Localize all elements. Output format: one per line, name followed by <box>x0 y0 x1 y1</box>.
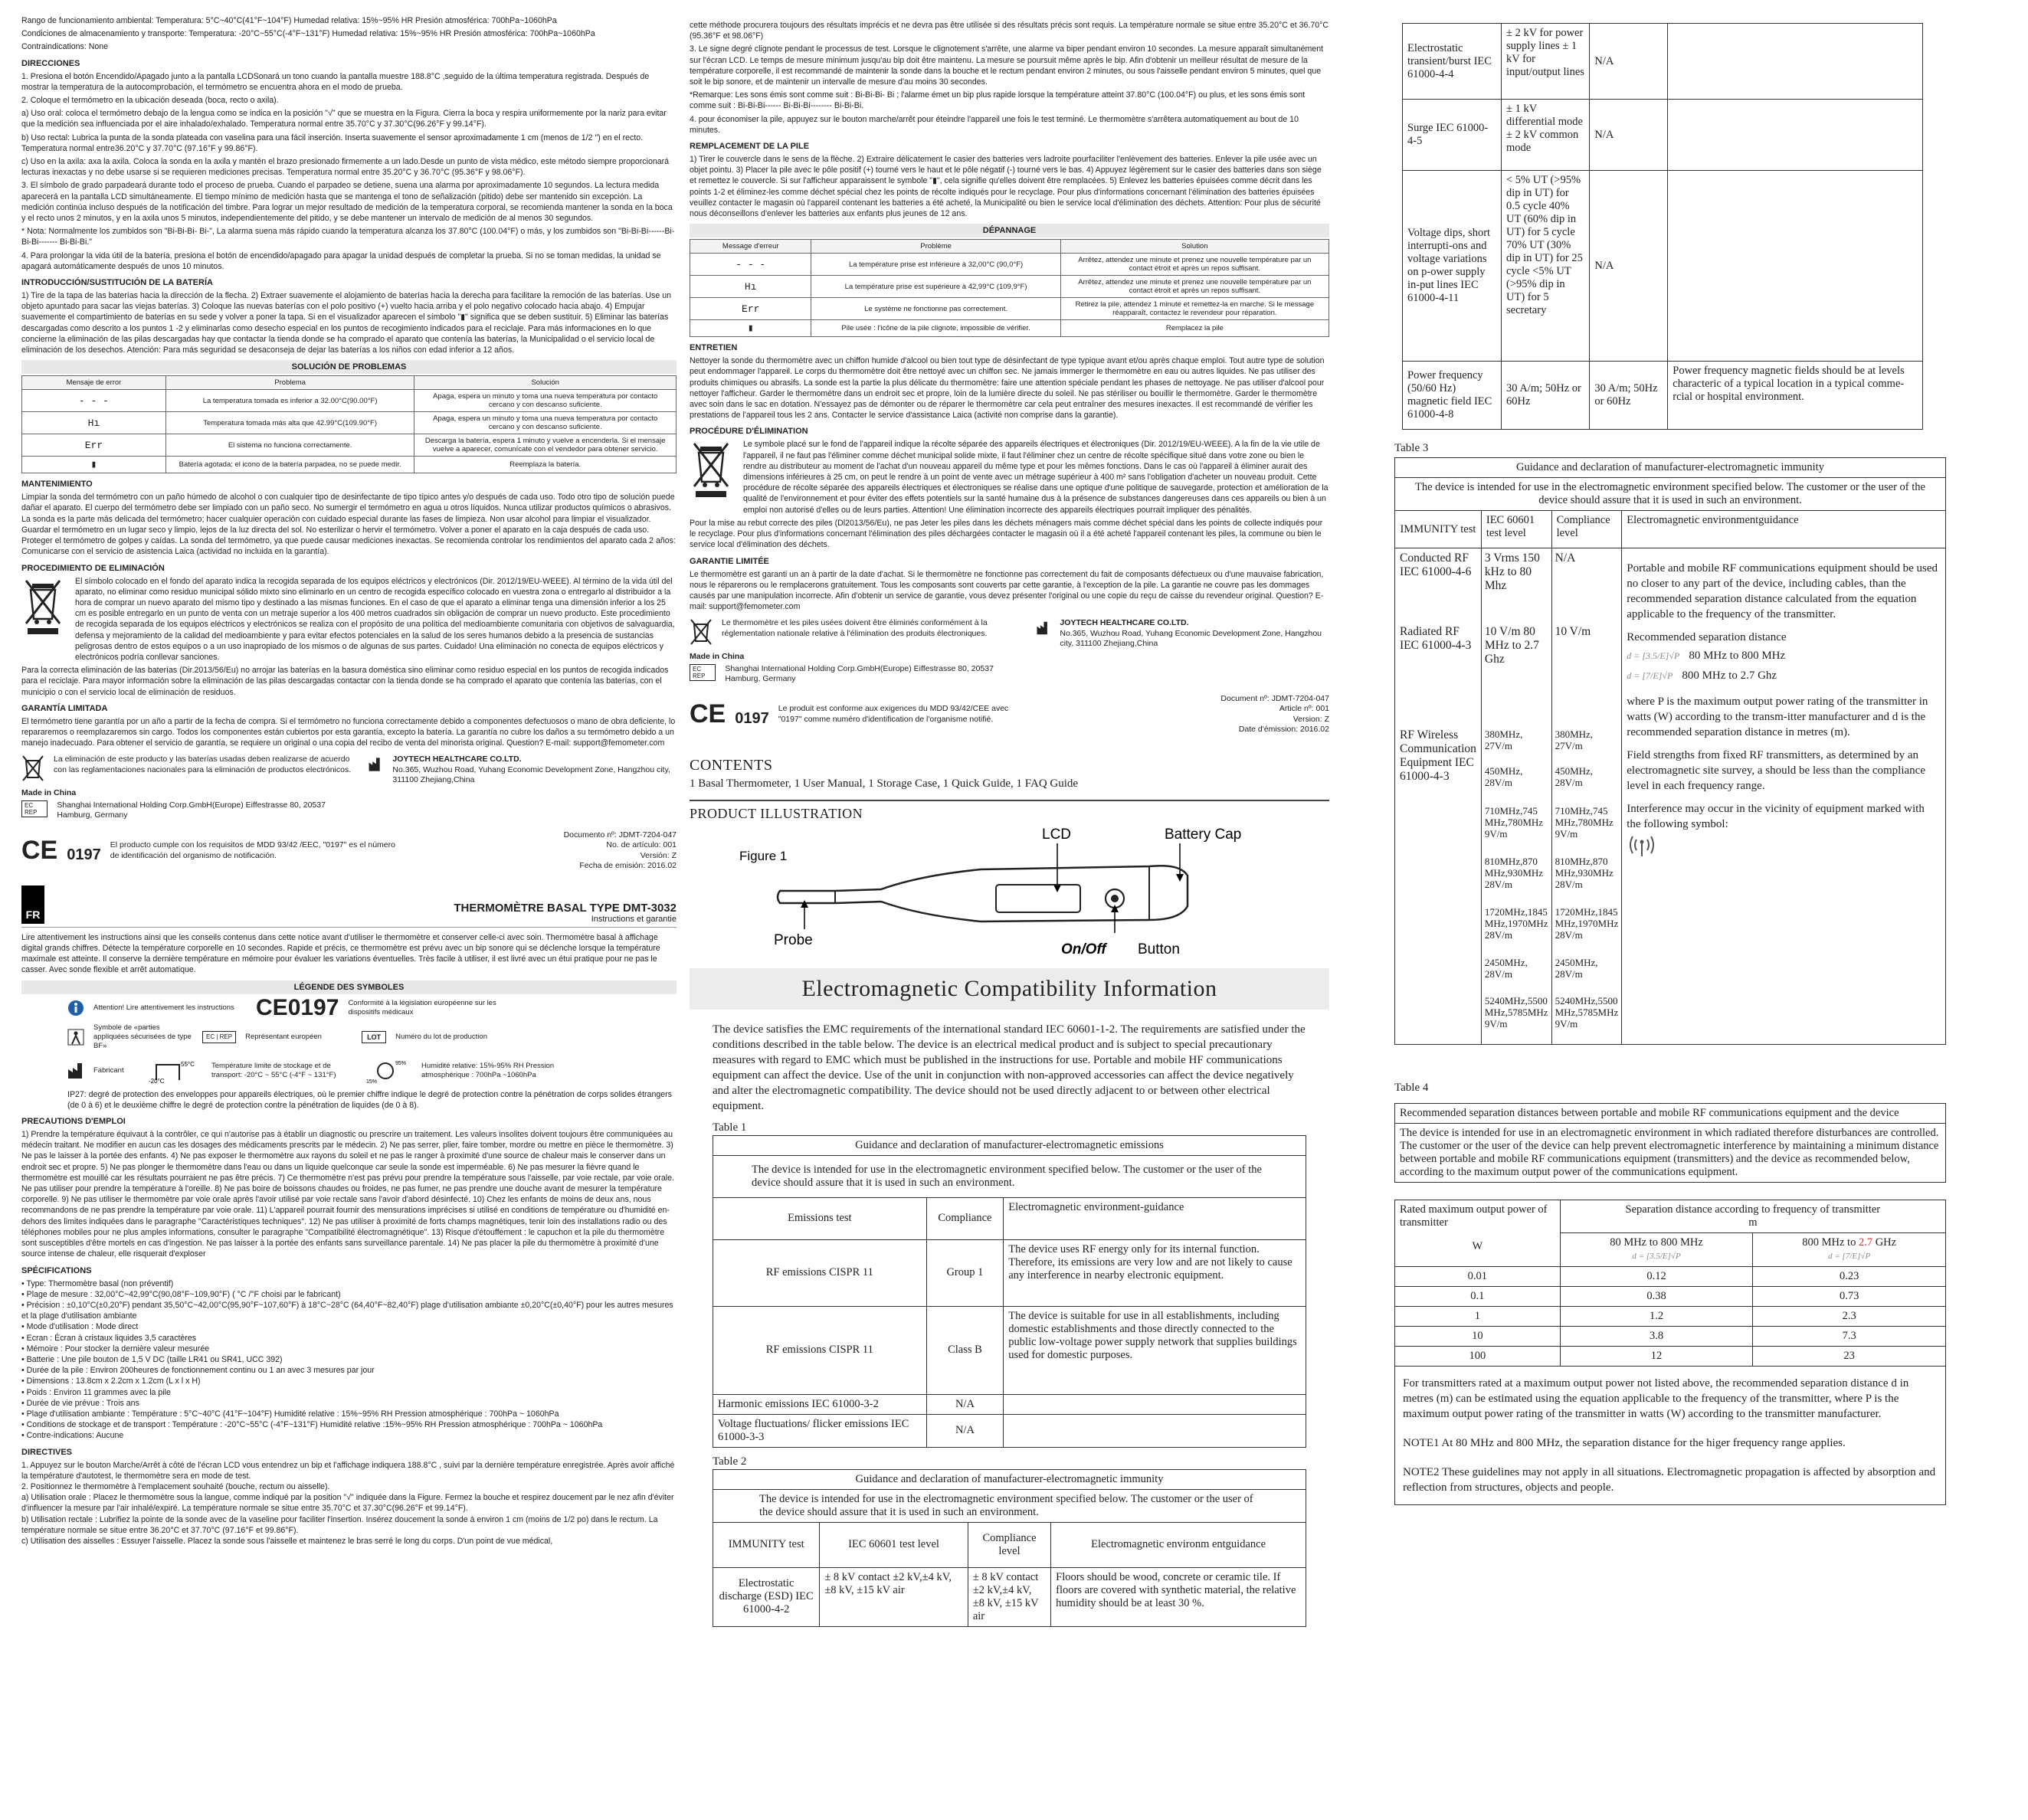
emc-title: Electromagnetic Compatibility Information <box>690 968 1329 1010</box>
table-header: Electromagnetic environment-guidance <box>1004 1197 1306 1239</box>
svg-text:LCD: LCD <box>1042 826 1072 843</box>
list-item: • Plage de mesure : 32,00°C~42,99°C(90,08°F~109,90°F) ( °C /°F choisi par le fabricant) <box>21 1289 341 1299</box>
list-item: • Précision : ±0,10°C(±0,20°F) pendant 35,50°C~42,00°C(95,90°F~107,60°F) à 18°C~28°C (64,40°F~82,40°F) plage d'utilisation ambiante ±0,20°C(±0,40°F) pour les autres mesures et la plage d'utilisation ambiante <box>21 1300 673 1321</box>
list-item: • Batterie : Une pile bouton de 1,5 V DC (taille LR41 ou SR41, UCC 392) <box>21 1354 283 1364</box>
svg-text:Figure 1: Figure 1 <box>739 848 788 863</box>
cell: La température prise est inférieure à 32,00°C (90,0°F) <box>811 254 1060 276</box>
manufacturer-icon <box>67 1062 84 1079</box>
svg-text:Battery Cap: Battery Cap <box>1165 826 1242 843</box>
error-code: Err <box>22 434 166 457</box>
table-intro: The device is intended for use in the electromagnetic environment specified below. The customer or the user of the device should assure that it is used in such an environment. <box>713 1155 1306 1197</box>
section-title: ENTRETIEN <box>690 343 738 353</box>
paragraph: b) Utilisation rectale : Lubrifiez la pointe de la sonde avec de la vaseline pour faciliter l'insertion. Insérez doucement la sonde à environ 1 cm (moins de 1/2 po) dans le rectum. La température normale se situe entre 36.20°C et 37.70°C (97.16°F et 99.86°F). <box>21 1514 658 1535</box>
cell: Temperatura tomada más alta que 42.99°C(109.90°F) <box>165 412 414 434</box>
cell: El sistema no funciona correctamente. <box>165 434 414 457</box>
ce-text: Le produit est conforme aux exigences du MDD 93/42/CEE avec "0197" comme numéro d'identification de l'organisme notifié. <box>778 704 1009 724</box>
bullet: Contraindications: None <box>21 42 109 52</box>
article-number: Article nº: 001 <box>1279 704 1329 714</box>
table-header-row: 80 MHz to 800 MHz d = [3.5/E]√P 800 MHz to 2.7 GHz d = [7/E]√P <box>1395 1233 1946 1267</box>
table-row <box>22 457 677 473</box>
cell: Arrêtez, attendez une minute et prenez une nouvelle température par un contact étroit et après un repos suffisant. <box>1060 254 1329 276</box>
table-row <box>690 320 1329 337</box>
table-row: Harmonic emissions IEC 61000-3-2 N/A <box>713 1394 1306 1414</box>
ec-rep-mark: EC REP <box>690 664 716 681</box>
eu-representative: Shanghai International Holding Corp.GmbH(Europe) Eiffestrasse 80, 20537 Hamburg, Germany <box>57 800 326 820</box>
table-header-row <box>713 1197 1306 1239</box>
temperature-limit-icon <box>149 1057 202 1085</box>
svg-text:95%: 95% <box>395 1060 407 1066</box>
table-header: Solución <box>414 376 677 390</box>
manufacturer-address: No.365, Wuzhou Road, Yuhang Economic Development Zone, Hangzhou city, 311100 Zhejiang,China <box>392 764 670 785</box>
battery-note: La eliminación de este producto y las baterías usadas deben realizarse de acuerdo con las reglamentaciones nacionales para la eliminación de productos electrónicos. <box>54 755 352 774</box>
table-header: Compliance <box>926 1197 1004 1239</box>
error-code: - - - <box>22 390 166 412</box>
table-label: Table 2 <box>713 1455 747 1468</box>
table-row: Power frequency (50/60 Hz) magnetic field IEC 61000-4-8 30 A/m; 50Hz or 60Hz 30 A/m; 50Hz or 60Hz Power frequency magnetic fields should be at levels characteric of a typical location in a typical comme-rcial or hospital environment. <box>1403 362 1923 430</box>
ce-mark: CE0197 <box>256 994 339 1020</box>
ce-mark: CE <box>21 836 58 866</box>
table-header: Solution <box>1060 240 1329 254</box>
svg-text:On/Off: On/Off <box>1061 941 1106 957</box>
error-code: Hı <box>22 412 166 434</box>
table-header-row: IMMUNITY test IEC 60601 test level Compliance level Electromagnetic environmentguidance <box>1395 511 1946 548</box>
non-ionizing-radiation-icon <box>1627 832 1657 858</box>
table-row: RF emissions CISPR 11 Group 1 The device uses RF energy only for its internal function. Therefore, its emissions are very low and are not likely to cause any interference in nearby electronic equipment. <box>713 1239 1306 1306</box>
table-intro: The device is intended for use in an electromagnetic environment in which radiated therefore disturbances are controlled. The customer or the user of the device can help prevent electromagnetic interference by maintaining a minimum distance between portable and mobile RF communications equipment (transmitters) and the device as recommended below, according to the maximum output power of the communications equipment. <box>1395 1124 1946 1183</box>
cell: Apaga, espera un minuto y toma una nueva temperatura por contacto cercano y con descanso suficiente. <box>414 412 677 434</box>
list-item: • Contre-indications: Aucune <box>21 1431 124 1441</box>
cell: Apaga, espera un minuto y toma una nueva temperatura por contacto cercano y con descanso suficiente. <box>414 390 677 412</box>
cell: La temperatura tomada es inferior a 32.00°C(90.00°F) <box>165 390 414 412</box>
paragraph: * Nota: Normalmente los zumbidos son "Bi-Bi-Bi- Bi-", La alarma suena más rápido cuando la temperatura alcanza los 37.80°C (100.04°F) o más, y los zumbidos son "Bi-Bi-Bi------Bi-Bi-Bi------- Bi-Bi-Bi." <box>21 227 675 247</box>
document-number: Documento nº: JDMT-7204-047 <box>563 830 677 840</box>
article-number: No. de artículo: 001 <box>606 840 677 850</box>
bullet: Rango de funcionamiento ambiental: Temperatura: 5°C~40°C(41°F~104°F) Humedad relativa: 15%~95% HR Presión atmosférica: 700hPa~1060hPa <box>21 16 557 25</box>
section-title: DIRECCIONES <box>21 58 80 68</box>
notified-body-number: 0197 <box>67 846 101 864</box>
table-row: 1 1.2 2.3 <box>1395 1307 1946 1327</box>
table-header-row <box>690 240 1329 254</box>
list-item: • Mode d'utilisation : Mode direct <box>21 1322 139 1332</box>
paragraph: b) Uso rectal: Lubrica la punta de la sonda plateada con vaselina para una fácil inserción. Inserta suavemente el sensor aproximadamente 1 cm (menos de 1/2 ") en el recto. Temperatura normal entre36.20°C y 37.70°C (97.16°F y 99.86°F). <box>21 133 644 153</box>
paragraph: 2. Coloque el termómetro en la ubicación deseada (boca, recto o axila). <box>21 96 279 106</box>
separation-notes: For transmitters rated at a maximum output power not listed above, the recommended separation distance d in metres (m) can be estimated using the equation applicable to the frequency of the transmitter, where P is the maximum output power rating of the transmitter in watts (W) according to the transmitter manufacturer. NOTE1 At 80 MHz and 800 MHz, the separation distance for the higer frequency range applies. NOTE2 These guidelines may not apply in all situations. Electromagnetic propagation is affected by absorption and reflection from structures, objects and people. <box>1394 1367 1946 1505</box>
paragraph: 1) Prendre la température équivaut à la contrôler, ce qui n'autorise pas à établir un diagnostic ou prescrire un traitement. Les valeurs insolites doivent toujours être communiquées au médecin traitant. Ne modifier en aucun cas les dosages des médicaments prescrits par le médecin. 2) Ne pas serrer, plier, faire tomber, mordre ou mettre en pièce le thermomètre. 3) Ne pas le laisser à la portée des enfants. 4) Ne pas exposer le thermomètre aux rayons du soleil et ne pas le ranger à proximité d'une source de chaleur mais le conserver dans un endroit sec et propre. 5) Ne pas plonger le thermomètre dans l'eau ou dans un liquide quelconque car seule la sonde est imperméable. 6) Ne pas mesurer la fièvre quand le thermomètre est mouillé car les résultats pourraient ne pas être précis. 7) Ce thermomètre n'est pas prévu pour prendre la température sous l'aisselle, par voie rectale, par voie orale. Ne pas utiliser pour prendre la température à l'oreille. 8) Ne pas boire de boissons chaudes ou froides, ne pas fumer, ne pas prendre une douche avant de mesurer la température corporelle. 9) Ne pas utiliser le thermomètre par voie orale après l'avoir utilisé par voie rectale sans l'avoir d'abord désinfecté. 10) Chez les enfants de moins de deux ans, nous recommandons de ne pas prendre la température par voie orale. 11) L'appareil pourrait fournir des mensurations imprécises si utilisé en conditions de température ou d'humidité en-dehors des limites indiquées dans le paragraphe "Caractéristiques techniques". 12) Ne pas utiliser à proximité de forts champs magnétiques, tenir loin des installations radio ou des téléphones mobiles pour ne plus amples informations, consulter le paragraphe "Compatibilité électromagnétique". 13) Risque d'étouffement : le capuchon et la pile du thermomètre sont susceptibles d'être mortels en cas d'ingestion. Ne pas laisser à la portée des enfants sans surveillance parentale. 14) Ne pas placer la pile du thermomètre à proximité d'une source intense de chaleur, elle risquerait d'exploser <box>21 1130 674 1259</box>
table-intro: The device is intended for use in the electromagnetic environment specified below. The customer or the user of the device should assure that it is used in such an environment. <box>1395 478 1946 511</box>
section-title: PRECAUTIONS D'EMPLOI <box>21 1117 126 1127</box>
weee-bin-icon <box>21 755 44 782</box>
paragraph: cette méthode procurera toujours des résultats imprécis et ne devra pas être utilisée si des résultats précis sont requis. La température normale se situe entre 35.20°C et 36.70°C (95.36°F et 98.06°F) <box>690 21 1329 41</box>
column-spanish <box>21 0 677 1820</box>
paragraph: Lire attentivement les instructions ainsi que les conseils contenus dans cette notice avant d'utiliser le thermomètre et conserver celle-ci avec soin. Thermomètre basal à affichage digital grands chiffres. Détecte la température corporelle en 10 secondes. Rapide et précis, ce thermomètre est prévu avec un bip sonore qui se déclenche lorsque la température maximale est atteinte. Il conserve la dernière température en mémoire pour évaluer les variations éventuelles. Très facile à utiliser, il est livré avec un étui pratique pour ne pas le casser. Avec sonde flexible et arrêt automatique. <box>21 932 660 975</box>
ce-mark: CE <box>690 699 726 729</box>
list-item: • Conditions de stockage et de transport : Température : -20°C~55°C (-4°F~131°F) Humidité relative :15%~95% RH Pression atmosphérique : 700hPa ~ 1060hPa <box>21 1420 603 1430</box>
error-code: Err <box>690 298 811 320</box>
table-title: Guidance and declaration of manufacturer-electromagnetic immunity <box>1395 458 1946 478</box>
section-title: LÉGENDE DES SYMBOLES <box>21 980 677 994</box>
table-row: RF emissions CISPR 11 Class B The device is suitable for use in all establishments, including domestic establishments and those directly connected to the public low-voltage power supply network that supplies buildings used for domestic purposes. <box>713 1306 1306 1394</box>
svg-text:-20°C: -20°C <box>149 1077 165 1085</box>
table-row <box>690 276 1329 298</box>
emc-intro: The device satisfies the EMC requirements of the international standard IEC 60601-1-2. The requirements are satisfied under the conditions described in the table below. The device is an electrical medical product and is subject to special precautionary measures with regard to EMC which must be published in the instructions for use. Portable and mobile HF communications equipment can affect the device. Use of the unit in conjunction with non-approved accessories can affect the device negatively and alter the electromagnetic compatibility. The device should not be used directly adjacent to or between other electrical equipment. <box>713 1023 1306 1112</box>
humidity-limit-icon <box>366 1057 412 1085</box>
paragraph: c) Uso en la axila: axa la axila. Coloca la sonda en la axila y mantén el brazo presionado firmemente a un lado.Desde un punto de vista médico, este método siempre proporcionará lecturas inexactas y no debe usarse si se requieren mediciones precisas. Temperatura normal entre 35.20°C y 36.70°C (95.36°F y 98.06°F). <box>21 157 670 178</box>
ce-text: El producto cumple con los requisitos de MDD 93/42 /EEC, "0197" es el número de identificación del organismo de notificación. <box>110 840 395 860</box>
column-emc-tables <box>1394 0 1946 1820</box>
column-french-and-emc <box>690 0 1329 1820</box>
ec-rep-mark: EC REP <box>21 800 48 817</box>
svg-text:55°C: 55°C <box>181 1060 195 1068</box>
cell: Descarga la batería, espera 1 minuto y vuelve a encenderla. Si el mensaje vuelve a aparecer, comunícate con el vendedor para obtener servicio. <box>414 434 677 457</box>
section-title: INTRODUCCIÓN/SUSTITUCIÓN DE LA BATERÍA <box>21 278 213 288</box>
section-title: SPÉCIFICATIONS <box>21 1265 92 1275</box>
list-item: • Durée de vie prévue : Trois ans <box>21 1398 139 1408</box>
thermometer-illustration <box>690 822 1329 960</box>
formula-80-800: d = [3.5/E]√P 80 MHz to 800 MHz <box>1627 650 1786 662</box>
svg-text:Probe: Probe <box>774 931 813 948</box>
table-row <box>22 412 677 434</box>
paragraph: El termómetro tiene garantía por un año a partir de la fecha de compra. Si el termómetro no funciona correctamente debido a componentes defectuosos o mano de obra deficiente, lo repararemos o reemplazaremos sin cargo. Todos los componentes están cubiertos por esta garantía, excepto la batería. La garantía no cubre los daños a su termómetro debido a un manejo inadecuado. Para obtener el servicio de garantía, se requiere un original o una copia del recibo de venta del minorista original. Question? E-mail: support@femometer.com <box>21 716 676 748</box>
table-row: 10 3.8 7.3 <box>1395 1327 1946 1347</box>
section-title: REMPLACEMENT DE LA PILE <box>690 142 810 152</box>
paragraph: Pour la mise au rebut correcte des piles (Dl2013/56/Eu), ne pas Jeter les piles dans les déchets ménagers mais comme déchet spécial dans les points de collecte indiqués pour le recyclage. Pour plus d'informations concernant l'élimination des piles déchargées contacter le magasin où il a été acheté l'appareil contenant les piles, la commune ou bien le service local d'élimination des déchets. <box>690 518 1323 550</box>
paragraph: 1. Appuyez sur le bouton Marche/Arrêt à côté de l'écran LCD vous entendrez un bip et l'affichage indiquera 188.8°C , suivi par la dernière température enregistrée. Après avoir affiché la température d'autotest, le thermomètre sera en mode de test. <box>21 1460 675 1481</box>
paragraph: c) Utilisation des aisselles : Essuyer l'aisselle. Placez la sonde sous l'aisselle et maintenez le bras serré le long du corps. D'un point de vue médical, <box>21 1536 553 1546</box>
battery-icon: ▮ <box>22 457 166 473</box>
table-caption: SOLUCIÓN DE PROBLEMAS <box>21 360 677 374</box>
cell: Batería agotada: el icono de la batería parpadea, no se puede medir. <box>165 457 414 473</box>
table-header: Problema <box>165 376 414 390</box>
paragraph: 4. Para prolongar la vida útil de la batería, presiona el botón de encendido/apagado para apagar la unidad después de completar la prueba. Si no se toman medidas, la unidad se apagará automáticamente después de unos 10 minutos. <box>21 250 661 271</box>
issue-date: Fecha de emisión: 2016.02 <box>579 861 677 871</box>
paragraph: 1. Presiona el botón Encendido/Apagado junto a la pantalla LCDSonará un tono cuando la pantalla muestre 188.8°C ,seguido de la última temperatura registrada. Después de mostrar la temperatura de la autocomprobación, el termómetro se encuentra ahora en el modo de prueba. <box>21 71 650 92</box>
section-title: GARANTÍA LIMITADA <box>21 703 108 713</box>
table-row: Voltage dips, short interrupti-ons and voltage variations on p-ower supply in-put lines IEC 61000-4-11 < 5% UT (>95% dip in UT) for 0.5 cycle 40% UT (60% dip in UT) for 5 cycle 70% UT (30% dip in UT) for 25 cycle <5% UT (>95% dip in UT) for 5 secretary N/A <box>1403 171 1923 362</box>
document-number: Document nº: JDMT-7204-047 <box>1220 693 1329 703</box>
section-title: MANTENIMIENTO <box>21 480 93 489</box>
paragraph: Para la correcta eliminación de las baterías (Dir.2013/56/Eu) no arrojar las baterías en la basura doméstica sino eliminar como residuo especial en los puntos de recogida indicados para el reciclaje. Para mayor información sobre la eliminación de las pilas descargadas contactar con la tienda donde se ha comprado el aparato que contenía las baterías, con el municipio o con el servicio local de eliminación de residuos. <box>21 666 669 697</box>
formula-800-2700: d = [7/E]√P <box>1828 1252 1871 1261</box>
paragraph: a) Uso oral: coloca el termómetro debajo de la lengua como se indica en la posición "√" que se muestra en la Figura. Cierra la boca y respira uniformemente por la nariz para evitar que la medición sea influenciada por el aire inhalado/exhalado. Temperatura normal entre 35.70°C y 37.30°C(96.26°F y 99.14°F). <box>21 109 667 129</box>
paragraph: 3. Le signe degré clignote pendant le processus de test. Lorsque le clignotement s'arrête, une alarme va biper pendant environ 10 secondes. La mesure apparaît simultanément sur l'écran LCD. Le temps de mesure minimum jusqu'au bip doit être maintenu. La mesure se poursuit même après le bip. Afin d'obtenir un meilleur résultat de mesure de la température corporelle, il est recommandé de maintenir la sonde dans la bouche et le rectum pendant environ 2 minutes, ou sous l'aisselle pendant environ 5 minutes, quel que soit le bip sonore, et de maintenir un intervalle de mesure d'au moins 30 secondes. <box>690 44 1324 87</box>
notified-body-number: 0197 <box>735 710 769 728</box>
table-row: 0.01 0.12 0.23 <box>1395 1267 1946 1287</box>
table-row: Voltage fluctuations/ flicker emissions IEC 61000-3-3 N/A <box>713 1414 1306 1447</box>
separation-distance-table: Rated maximum output power of transmitter W Separation distance according to frequency of transmitter m 80 MHz to 800 MHz d = [3.5/E]√P 800 MHz to 2.7 GHz d = [7/E]√P 0.01 0.12 0.23 0.1 0.38 0.73 1 1.2 2.3 10 3.8 7.3 100 12 23 <box>1394 1200 1946 1367</box>
eu-representative: Shanghai International Holding Corp.GmbH(Europe) Eiffestrasse 80, 20537 Hamburg, Germany <box>725 663 994 684</box>
symbols-legend: Attention! Lire attentivement les instructions CE0197 Conformité à la législation européenne sur les dispositifs médicaux Symbole de «parties appliquées sécurisées de type BF» EC | REP Représentant européen LOT Numéro du lot de production Fabricant 55°C -20°C Température limite de stockage et de transport: -20°C ~ 55°C (-4°F ~ 131°F) 95% 15% Humidité relative: 15%-95% RH Pression atmosphérique : 700hPa ~1060hPa <box>21 994 677 1089</box>
table-row: Electrostatic discharge (ESD) IEC 61000-4-2 ± 8 kV contact ±2 kV,±4 kV, ±8 kV, ±15 kV air ± 8 kV contact ±2 kV,±4 kV, ±8 kV, ±15 kV air Floors should be wood, concrete or ceramic tile. If floors are covered with synthetic material, the relative humidity should be at least 30 %. <box>713 1567 1306 1626</box>
list-item: • Durée de la pile : Environ 200heures de fonctionnement continu ou 1 an avec 3 mesures par jour <box>21 1366 375 1376</box>
made-in: Made in China <box>690 652 745 662</box>
immunity-table-esd <box>713 1469 1306 1627</box>
manufacturer-icon <box>368 755 383 774</box>
list-item: • Mémoire : Pour stocker la dernière valeur mesurée <box>21 1344 210 1354</box>
paragraph: *Remarque: Les sons émis sont comme suit : Bi-Bi-Bi- Bi ; l'alarme émet un bip plus rapide lorsque la température atteint 37.80°C (100.04°F) ou plus, et les sons émis sont comme suit : Bi-Bi-Bi------ Bi-Bi-Bi-------- Bi-Bi-Bi. <box>690 90 1306 111</box>
list-item: • Ecran : Écran à cristaux liquides 3,5 caractères <box>21 1333 197 1343</box>
table-header-row: IMMUNITY test IEC 60601 test level Compliance level Electromagnetic environm entguidance <box>713 1522 1306 1567</box>
cell: Remplacez la pile <box>1060 320 1329 337</box>
section-title: PROCEDIMIENTO DE ELIMINACIÓN <box>21 563 165 573</box>
immunity-table-rf <box>1394 457 1946 1045</box>
bullet: Condiciones de almacenamiento y transporte: Temperatura: -20°C~55°C(-4°F~131°F) Humedad relativa: 15%~95% HR Presión atmosférica: 700hPa~1060hPa <box>21 29 595 39</box>
table-title: Guidance and declaration of manufacturer-electromagnetic emissions <box>713 1135 1306 1155</box>
separation-intro-table <box>1394 1103 1946 1183</box>
list-item: • Dimensions : 13.8cm x 2.2cm x 1.2cm (L x l x H) <box>21 1376 201 1386</box>
manufacturer-icon <box>1036 618 1050 638</box>
table-header-row <box>22 376 677 390</box>
table-label: Table 1 <box>713 1121 747 1134</box>
section-title: GARANTIE LIMITÉE <box>690 556 769 566</box>
type-bf-icon <box>67 1029 84 1046</box>
paragraph: 4. pour économiser la pile, appuyez sur le bouton marche/arrêt pour éteindre l'appareil une fois le test terminé. Le thermomètre s'arrêtera automatiquement au bout de 10 minutes. <box>690 114 1299 135</box>
table-header: Problème <box>811 240 1060 254</box>
table-title: Guidance and declaration of manufacturer-electromagnetic immunity <box>713 1469 1306 1489</box>
paragraph: a) Utilisation orale : Placez le thermomètre sous la langue, comme indiqué par la position "√" indiquée dans la Figure. Fermez la bouche et respirez doucement par le nez afin d'éviter d'influencer la mesure par l'air inhalé/expiré. La température normale se situe entre 35.70°C et 37.30°C(96.26°F et 99.14°F). <box>21 1493 674 1514</box>
battery-note: Le thermomètre et les piles usées doivent être éliminés conformément à la réglementation nationale relative à l'élimination des produits électroniques. <box>722 618 988 638</box>
cell: Retirez la pile, attendez 1 minute et remettez-la en marche. Si le message réapparaît, contactez le revendeur pour réparation. <box>1060 298 1329 320</box>
table-row: Conducted RF IEC 61000-4-6 Radiated RF IEC 61000-4-3 RF Wireless Communication Equipment IEC 61000-4-3 3 Vrms 150 kHz to 80 Mhz 10 V/m 80 MHz to 2.7 Ghz 380MHz, 27V/m 450MHz, 28V/m 710MHz,745 MHz,780MHz 9V/m 810MHz,870 MHz,930MHz 28V/m 1720MHz,1845 MHz,1970MHz 28V/m 2450MHz, 28V/m 5240MHz,5500 MHz,5785MHz 9V/m N/A 10 V/m 380MHz, 27V/m 450MHz, 28V/m 710MHz,745 MHz,780MHz 9V/m 810MHz,870 MHz,930MHz 28V/m 1720MHz,1845 MHz,1970MHz 28V/m 2450MHz, 28V/m 5240MHz,5500 MHz,5785MHz 9V/m Portable and mobile RF communications equipment should be used no closer to any part of the device, including cables, than the recommended separation distance calculated from the equation applicable to the frequency of the transmitter. Recommended separation distance d = [3.5/E]√P 80 MHz to 800 MHz d = [7/E]√P 800 MHz to 2.7 Ghz where P is the maximum output power rating of the transmitter in watts (W) according to the transm-itter manufacturer and d is the recommended separation distance in metres (m). Field strengths from fixed RF transmitters, as determined by an electromagnetic site survey, a should be less than the compliance level in each frequency range. Interference may occur in the vicinity of equipment marked with the following symbol: <box>1395 548 1946 1045</box>
formula-800-2700: d = [7/E]√P 800 MHz to 2.7 Ghz <box>1627 669 1777 682</box>
list-item: • Poids : Environ 11 grammes avec la pile <box>21 1387 171 1397</box>
table-header: Message d'erreur <box>690 240 811 254</box>
document-title: THERMOMÈTRE BASAL TYPE DMT-3032 <box>454 901 677 915</box>
contents-title: CONTENTS <box>690 756 773 774</box>
illustration-title: PRODUCT ILLUSTRATION <box>690 800 1329 822</box>
table-row <box>690 254 1329 276</box>
battery-icon: ▮ <box>690 320 811 337</box>
table-row <box>22 434 677 457</box>
weee-bin-icon <box>690 618 713 646</box>
issue-date: Date d'émission: 2016.02 <box>1238 725 1329 735</box>
manufacturer-address: No.365, Wuzhou Road, Yuhang Economic Development Zone, Hangzhou city, 311100 Zhejiang,China <box>1060 628 1322 649</box>
paragraph: Le thermomètre est garanti un an à partir de la date d'achat. Si le thermomètre ne fonctionne pas correctement du fait de composants défectueux ou d'une mauvaise fabrication, nous le réparerons ou le remplacerons gratuitement. Tous les composants sont couverts par cette garantie, à l'exception de la pile. La garantie ne couvre pas les dommages causés par une manipulation incorrecte. Afin d'obtenir un service de garantie, vous devez présenter l'original ou une copie du reçu de caisse du revendeur original. Question? E-mail: support@femometer.com <box>690 569 1324 612</box>
weee-bin-icon <box>21 576 66 641</box>
table-row: Electrostatic transient/burst IEC 61000-4-4 ± 2 kV for power supply lines ± 1 kV for input/output lines N/A <box>1403 24 1923 100</box>
cell: Pile usée : l'icône de la pile clignote, impossible de vérifier. <box>811 320 1060 337</box>
cell: La température prise est supérieure à 42,99°C (109,9°F) <box>811 276 1060 298</box>
error-code: - - - <box>690 254 811 276</box>
manufacturer-name: JOYTECH HEALTHCARE CO.LTD. <box>392 755 522 764</box>
immunity-table-continued <box>1402 23 1923 430</box>
document-subtitle: Instructions et garantie <box>591 914 677 924</box>
list-item: • Type: Thermomètre basal (non préventif) <box>21 1278 174 1288</box>
table-header: Mensaje de error <box>22 376 166 390</box>
table-row: 100 12 23 <box>1395 1347 1946 1367</box>
ec-rep-mark: EC | REP <box>202 1031 236 1043</box>
table-row <box>690 298 1329 320</box>
troubleshooting-table <box>690 239 1329 337</box>
table-row: Surge IEC 61000-4-5 ± 1 kV differential mode ± 2 kV common mode N/A <box>1403 100 1923 171</box>
lot-mark: LOT <box>362 1031 386 1043</box>
troubleshooting-table <box>21 375 677 473</box>
table-intro: The device is intended for use in the electromagnetic environment specified below. The customer or the user of the device should assure that it is used in such an environment. <box>713 1489 1306 1522</box>
language-tag: FR <box>21 885 44 924</box>
emissions-table <box>713 1135 1306 1448</box>
paragraph: Limpiar la sonda del termómetro con un paño húmedo de alcohol o con cualquier tipo de desinfectante de tipo típico antes y/o después de cada uso. Todo otro tipo de solución puede dañar el aparato. El cuerpo del termómetro debe ser limpiado con un paño seco. No sumergir el termómetro en agua u otros líquidos. Nunca utilizar productos químicos o abrasivos. La sonda es la parte más delicada del termómetro; hacer cualquier operación con cuidado especial durante las fases de limpieza. Non usar alcohol para limpiar el visualizador. Guardar el termómetro en un lugar seco y limpio, lejos de la luz directa del sol. No esterilizar o hervir el termómetro. Volver a poner el aparato en la caja después de cada uso. Proteger el termómetro de golpes y caídas. La sonda del termómetro, ya que puede causar mediciones inexactas. Se recomienda controlar los rendimientos del aparato cada 2 años: Comunicarse con el servicio de asistencia Laica (actividad no incluida en la garantía). <box>21 493 676 557</box>
table-title: Recommended separation distances between portable and mobile RF communications equipment and the device <box>1395 1104 1946 1124</box>
svg-text:15%: 15% <box>366 1079 378 1085</box>
paragraph: 1) Tire de la tapa de las baterías hacia la dirección de la flecha. 2) Extraer suavemente el alojamiento de baterías hacia la derecha para facilitare la remoción de las baterías. Use un objeto apuntado para sacar las viejas baterías. 3) Coloque las nuevas baterías con el polo positivo (+) vuelto hacia arriba y el polo negativo colocado hacia abajo. 4) Empujar suavemente el compartimiento de baterías en su sede y volver a poner la tapa. Si en el visualizador aparecen el símbolo "▮" significa que se deben sustituir. 5) Eliminar las baterías descargadas como descrito a los puntos 1 -2 y eliminarlas como desecho especial en los puntos de recogimiento indicados para el reciclaje. Para más informaciones en lo que concierne la eliminación de las pilas descargadas hay que contactar la tienda donde se ha comprado el aparato que contenía las baterías, la Municipalidad o el servicio local de eliminación de los desechos. Atención: Para más seguridad se desaconseja de dejar las baterías a los niños con edad inferior a 12 años. <box>21 291 671 355</box>
paragraph: 3. El símbolo de grado parpadeará durante todo el proceso de prueba. Cuando el parpadeo se detiene, suena una alarma por aproximadamente 10 segundos. La lectura medida aparecerá en la pantalla LCD simultáneamente. El tiempo mínimo de medición hasta que se mantenga el tono de señalización (pitido) debe ser mantenido sin excepción. La medición continúa incluso después de la notificación del timbre. Para lograr un mejor resultado de medición de la temperatura corporal, se recomienda mantener la sonda en la boca y el recto unos 2 minutos, y en la axila unos 5 minutos, independientemente del pitido, y se debe mantener un intervalo de medición de al menos 30 segundos. <box>21 181 673 224</box>
contents-list: 1 Basal Thermometer, 1 User Manual, 1 Storage Case, 1 Quick Guide, 1 FAQ Guide <box>690 777 1079 790</box>
spec-list <box>21 1278 677 1442</box>
table-row <box>22 390 677 412</box>
paragraph: 1) Tirer le couvercle dans le sens de la flèche. 2) Extraire délicatement le casier des batteries vers ladroite pourfaciliter l'enlèvement des batteries. Enlever la pile usée avec un objet pointu. 3) Placer la pile avec le pôle positif (+) tourné vers le haut et le pôle négatif (-) tourné vers le bas. 4) Appuyez légèrement sur le casier des batteries dans son siège et remettez le couvercle. Si sur l'afficheur apparaissent le symbole "▮", cela signifie qu'elles doivent être remplacées. 5) Enlevez les batteries épuisées comme décrit dans les points 1-2 et éliminez-les comme déchet spécial chez les points de récolte indiqués pour le recyclage. Pour plus d'informations concernant l'élimination des batteries épuisées veuillez contacter le magasin où l'appareil contenant les batteries a été acheté, la Municipalité ou bien le service local d'élimination des déchets. Attention: Pour plus de sécurité nous déconseillons d'enlever les batteries aux enfants plus jeunes de 12 ans. <box>690 155 1322 219</box>
paragraph: Nettoyer la sonde du thermomètre avec un chiffon humide d'alcool ou bien tout type de désinfectant de type typique avant et/ou après chaque emploi. Tout autre type de solution peut endommager l'appareil. Le corps du thermomètre doit être nettoyé avec un chiffon sec. Ne jamais immerger le thermomètre en eau ou autres liquides. Ne pas utiliser des produits chimiques ou abrasifs. La sonde est la partie la plus délicate du thermomètre: faire une attention spéciale pendant les phases de nettoyage. Ne pas utiliser d'alcool pour nettoyer l'afficheur. Garder le thermomètre dans un endroit sec et propre, loin de la lumière directe du soleil. Ne pas stériliser ou bouillir le thermomètre. Garder le thermomètre avec soin dans le sac en dotation. N'essayez pas de démonter ou de réparer le thermomètre car cela peut entraîner des mesures inexactes. Il est recommandé de vérifier les prestations de l'appareil tous les 2 ans. Contacter le service d'assistance Laica (activité non comprise dans la garantie). <box>690 356 1325 421</box>
weee-bin-icon <box>690 439 734 504</box>
manufacturer-name: JOYTECH HEALTHCARE CO.LTD. <box>1060 618 1189 628</box>
cell: Arrêtez, attendez une minute et prenez une nouvelle température par un contact étroit et après un repos suffisant. <box>1060 276 1329 298</box>
section-title: DIRECTIVES <box>21 1447 73 1457</box>
table-label: Table 3 <box>1394 442 1429 454</box>
version: Versión: Z <box>640 850 677 860</box>
section-title: PROCÉDURE D'ÉLIMINATION <box>690 427 808 437</box>
cell: Reemplaza la batería. <box>414 457 677 473</box>
version: Version: Z <box>1292 714 1329 724</box>
ip27-note: IP27: degré de protection des enveloppes pour appareils électriques, où le premier chiffre indique le degré de protection contre la pénétration de corps solides étrangers (de 0 à 6) et le deuxième chiffre le degré de protection contre la pénétration de liquides (de 0 à 8). <box>67 1089 672 1110</box>
formula-80-800: d = [3.5/E]√P <box>1632 1252 1681 1261</box>
table-header: Emissions test <box>713 1197 927 1239</box>
table-row: 0.1 0.38 0.73 <box>1395 1287 1946 1307</box>
list-item: • Plage d'utilisation ambiante : Température : 5°C~40°C (41°F~104°F) Humidité relative : 15%~95% RH Pression atmosphérique : 700hPa ~ 1060hPa <box>21 1409 559 1419</box>
svg-text:Button: Button <box>1138 941 1180 957</box>
paragraph: Le symbole placé sur le fond de l'appareil indique la récolte séparée des appareils électriques et électroniques (Dir. 2012/19/EU-WEEE). A la fin de la vie utile de l'appareil, il ne faut pas l'éliminer comme déchet municipal solide mixte, il faut l'éliminer chez un centre de récolte spécifique situé dans votre zone ou bien le rendre au distributeur au moment de l'achat d'un nouveau appareil du même type et pour les mêmes fonctions. Dans le cas où l'appareil à éliminer aurait des dimensions inférieures à 25 cm, on peut le rendre à un point de vente avec un métrage supérieur à 400 m² sans l'obligation d'acheter un nouveau produit. Cette procédure de récolte séparée des appareils électriques et électroniques se réalise dans une optique d'une politique de sauvegarde, protection et amélioration de la qualité de l'environnement et pour éviter des effets potentiels sur la santé humaine dus à la présence de substances dangereuses dans ces appareils ou bien à un emploi non autorisé d'elles ou de leurs parties. Attention! Une élimination incorrecte des appareils électriques pourrait impliquer des pénalités. <box>743 440 1329 515</box>
paragraph: 2. Positionnez le thermomètre à l'emplacement souhaité (bouche, rectum ou aisselle). <box>21 1481 330 1491</box>
table-caption: DÉPANNAGE <box>690 224 1329 237</box>
read-instructions-icon <box>67 1000 84 1016</box>
cell: Le système ne fonctionne pas correctement. <box>811 298 1060 320</box>
made-in: Made in China <box>21 788 77 798</box>
error-code: Hı <box>690 276 811 298</box>
table-label: Table 4 <box>1394 1082 1429 1094</box>
paragraph: El símbolo colocado en el fondo del aparato indica la recogida separada de los equipos eléctricos y electrónicos (Dir. 2012/19/EU-WEEE). Al término de la vida útil del aparato, no eliminar como residuo municipal sólido mixto sino eliminarlo en un centro de recogida específico colocado en vuestra zona o entregarlo al distribuidor a la hora de comprar un nuevo aparato del mismo tipo y destinado a las mismas funciones. En el caso de que el aparato a eliminar tenga una dimensión inferior a los 25 cm es posible entregarlo en un punto de venta con un metraje superior a los 400 metros cuadrados sin obligación de comprar un nuevo producto. Este procedimiento de recogida separada de los equipos eléctricos y electrónicos se realiza con el propósito de una política del medioambiente comunitaria con objetivos de salvaguardia, defensa y mejoramiento de la calidad del medioambiente y para evitar efectos potenciales en la salud de los seres humanos debido a la presencia de sustancias peligrosas dentro de estos equipos o a un uso inapropiado de los mismos o de algunas de sus partes. Cuidado! Una eliminación no conecta de equipos eléctricos y electrónicos podría conllevar sanciones. <box>75 576 675 662</box>
